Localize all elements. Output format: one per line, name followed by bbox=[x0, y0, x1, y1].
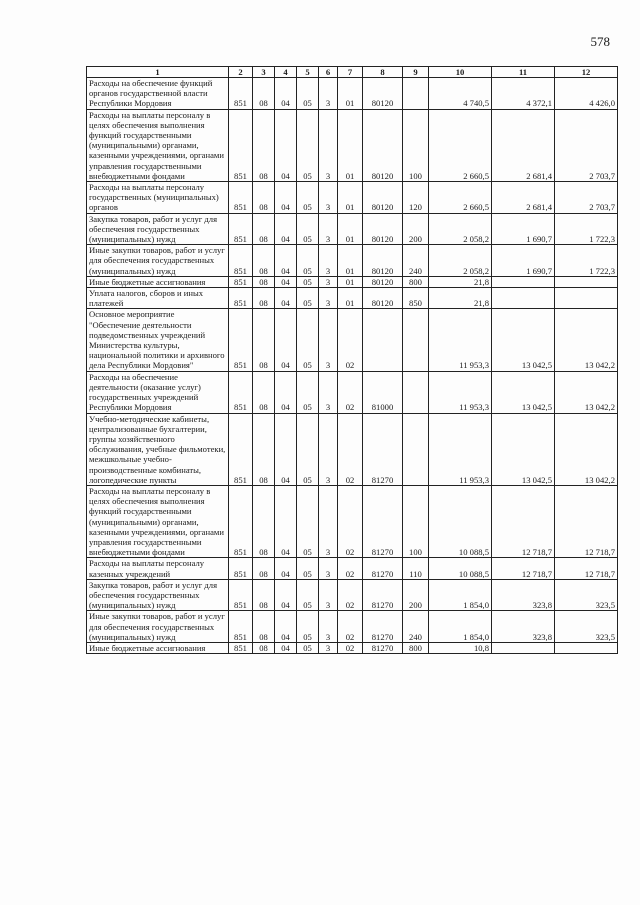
direction-code-cell: 80120 bbox=[363, 288, 403, 309]
column-header-10: 10 bbox=[429, 67, 492, 78]
activity-code-cell: 01 bbox=[338, 213, 363, 245]
column-header-12: 12 bbox=[555, 67, 618, 78]
program-code-cell: 05 bbox=[297, 109, 319, 181]
subprogram-code-cell: 3 bbox=[319, 309, 338, 371]
column-header-3: 3 bbox=[253, 67, 275, 78]
row-name-cell: Расходы на выплаты персоналу в целях обеспечения выполнения функций государственными (муниципальными) органами, казенными учреждениями, органами управления государственными внебюджетными фондами bbox=[87, 485, 229, 557]
program-code-cell: 05 bbox=[297, 288, 319, 309]
table-body bbox=[87, 78, 618, 654]
expense-type-code-cell: 240 bbox=[403, 611, 429, 643]
direction-code-cell: 80120 bbox=[363, 109, 403, 181]
activity-code-cell: 01 bbox=[338, 245, 363, 277]
section-code-cell: 08 bbox=[253, 213, 275, 245]
admin-code-cell: 851 bbox=[229, 558, 253, 579]
table-row bbox=[87, 485, 618, 557]
row-name-cell: Иные закупки товаров, работ и услуг для обеспечения государственных (муниципальных) нужд bbox=[87, 611, 229, 643]
amount-year-1-cell: 1 854,0 bbox=[429, 579, 492, 611]
row-name-cell: Закупка товаров, работ и услуг для обеспечения государственных (муниципальных) нужд bbox=[87, 213, 229, 245]
section-code-cell: 08 bbox=[253, 78, 275, 110]
amount-year-2-cell: 1 690,7 bbox=[492, 213, 555, 245]
activity-code-cell: 02 bbox=[338, 309, 363, 371]
expense-type-code-cell bbox=[403, 309, 429, 371]
subsection-code-cell: 04 bbox=[275, 213, 297, 245]
column-header-11: 11 bbox=[492, 67, 555, 78]
program-code-cell: 05 bbox=[297, 371, 319, 413]
subsection-code-cell: 04 bbox=[275, 642, 297, 653]
subprogram-code-cell: 3 bbox=[319, 245, 338, 277]
activity-code-cell: 02 bbox=[338, 485, 363, 557]
table-row bbox=[87, 109, 618, 181]
direction-code-cell: 81270 bbox=[363, 579, 403, 611]
amount-year-1-cell: 10 088,5 bbox=[429, 485, 492, 557]
subsection-code-cell: 04 bbox=[275, 413, 297, 485]
program-code-cell: 05 bbox=[297, 642, 319, 653]
expense-type-code-cell: 120 bbox=[403, 182, 429, 214]
table-row bbox=[87, 611, 618, 643]
table-row bbox=[87, 78, 618, 110]
amount-year-1-cell: 2 660,5 bbox=[429, 182, 492, 214]
admin-code-cell: 851 bbox=[229, 288, 253, 309]
row-name-cell: Расходы на обеспечение деятельности (оказание услуг) государственных учреждений Республики Мордовия bbox=[87, 371, 229, 413]
column-header-9: 9 bbox=[403, 67, 429, 78]
expense-type-code-cell: 800 bbox=[403, 276, 429, 287]
section-code-cell: 08 bbox=[253, 288, 275, 309]
subsection-code-cell: 04 bbox=[275, 485, 297, 557]
section-code-cell: 08 bbox=[253, 579, 275, 611]
amount-year-2-cell: 4 372,1 bbox=[492, 78, 555, 110]
direction-code-cell: 80120 bbox=[363, 245, 403, 277]
expense-type-code-cell: 850 bbox=[403, 288, 429, 309]
program-code-cell: 05 bbox=[297, 78, 319, 110]
direction-code-cell: 81270 bbox=[363, 642, 403, 653]
amount-year-2-cell bbox=[492, 288, 555, 309]
expense-type-code-cell: 240 bbox=[403, 245, 429, 277]
admin-code-cell: 851 bbox=[229, 182, 253, 214]
amount-year-1-cell: 21,8 bbox=[429, 276, 492, 287]
section-code-cell: 08 bbox=[253, 558, 275, 579]
section-code-cell: 08 bbox=[253, 245, 275, 277]
amount-year-3-cell: 2 703,7 bbox=[555, 109, 618, 181]
activity-code-cell: 01 bbox=[338, 276, 363, 287]
table-row bbox=[87, 309, 618, 371]
column-header-4: 4 bbox=[275, 67, 297, 78]
amount-year-2-cell: 2 681,4 bbox=[492, 109, 555, 181]
row-name-cell: Расходы на выплаты персоналу в целях обеспечения выполнения функций государственными (муниципальными) органами, казенными учреждениями, органами управления государственными внебюджетными фондами bbox=[87, 109, 229, 181]
expense-type-code-cell: 200 bbox=[403, 213, 429, 245]
table-row bbox=[87, 213, 618, 245]
row-name-cell: Учебно-методические кабинеты, централизованные бухгалтерии, группы хозяйственного обслуживания, учебные фильмотеки, межшкольные учебно-производственные комбинаты, логопедические пункты bbox=[87, 413, 229, 485]
admin-code-cell: 851 bbox=[229, 309, 253, 371]
row-name-cell: Иные бюджетные ассигнования bbox=[87, 642, 229, 653]
amount-year-3-cell: 13 042,2 bbox=[555, 371, 618, 413]
column-header-8: 8 bbox=[363, 67, 403, 78]
amount-year-2-cell: 12 718,7 bbox=[492, 485, 555, 557]
amount-year-1-cell: 2 058,2 bbox=[429, 245, 492, 277]
section-code-cell: 08 bbox=[253, 485, 275, 557]
table-header-row bbox=[87, 67, 618, 78]
program-code-cell: 05 bbox=[297, 182, 319, 214]
amount-year-2-cell: 1 690,7 bbox=[492, 245, 555, 277]
budget-table bbox=[86, 66, 618, 654]
expense-type-code-cell bbox=[403, 78, 429, 110]
activity-code-cell: 01 bbox=[338, 78, 363, 110]
amount-year-3-cell: 1 722,3 bbox=[555, 213, 618, 245]
section-code-cell: 08 bbox=[253, 276, 275, 287]
subsection-code-cell: 04 bbox=[275, 78, 297, 110]
table-row bbox=[87, 413, 618, 485]
amount-year-3-cell bbox=[555, 642, 618, 653]
amount-year-1-cell: 2 058,2 bbox=[429, 213, 492, 245]
admin-code-cell: 851 bbox=[229, 611, 253, 643]
activity-code-cell: 01 bbox=[338, 182, 363, 214]
subprogram-code-cell: 3 bbox=[319, 288, 338, 309]
amount-year-3-cell: 323,5 bbox=[555, 579, 618, 611]
column-header-1: 1 bbox=[87, 67, 229, 78]
subprogram-code-cell: 3 bbox=[319, 558, 338, 579]
program-code-cell: 05 bbox=[297, 245, 319, 277]
program-code-cell: 05 bbox=[297, 309, 319, 371]
section-code-cell: 08 bbox=[253, 309, 275, 371]
activity-code-cell: 01 bbox=[338, 288, 363, 309]
direction-code-cell bbox=[363, 309, 403, 371]
subsection-code-cell: 04 bbox=[275, 579, 297, 611]
section-code-cell: 08 bbox=[253, 109, 275, 181]
row-name-cell: Расходы на выплаты персоналу казенных учреждений bbox=[87, 558, 229, 579]
table-row bbox=[87, 288, 618, 309]
admin-code-cell: 851 bbox=[229, 78, 253, 110]
program-code-cell: 05 bbox=[297, 611, 319, 643]
amount-year-2-cell: 2 681,4 bbox=[492, 182, 555, 214]
direction-code-cell: 81270 bbox=[363, 413, 403, 485]
activity-code-cell: 02 bbox=[338, 611, 363, 643]
admin-code-cell: 851 bbox=[229, 109, 253, 181]
activity-code-cell: 02 bbox=[338, 558, 363, 579]
program-code-cell: 05 bbox=[297, 579, 319, 611]
expense-type-code-cell: 800 bbox=[403, 642, 429, 653]
amount-year-2-cell bbox=[492, 642, 555, 653]
amount-year-1-cell: 21,8 bbox=[429, 288, 492, 309]
subsection-code-cell: 04 bbox=[275, 109, 297, 181]
subprogram-code-cell: 3 bbox=[319, 78, 338, 110]
amount-year-1-cell: 11 953,3 bbox=[429, 309, 492, 371]
expense-type-code-cell: 200 bbox=[403, 579, 429, 611]
table-row bbox=[87, 642, 618, 653]
subprogram-code-cell: 3 bbox=[319, 109, 338, 181]
program-code-cell: 05 bbox=[297, 558, 319, 579]
section-code-cell: 08 bbox=[253, 611, 275, 643]
table-row bbox=[87, 579, 618, 611]
expense-type-code-cell: 100 bbox=[403, 109, 429, 181]
table-row bbox=[87, 276, 618, 287]
expense-type-code-cell bbox=[403, 371, 429, 413]
table-row bbox=[87, 371, 618, 413]
subprogram-code-cell: 3 bbox=[319, 276, 338, 287]
subprogram-code-cell: 3 bbox=[319, 485, 338, 557]
amount-year-3-cell: 13 042,2 bbox=[555, 309, 618, 371]
amount-year-1-cell: 11 953,3 bbox=[429, 413, 492, 485]
amount-year-3-cell: 13 042,2 bbox=[555, 413, 618, 485]
admin-code-cell: 851 bbox=[229, 485, 253, 557]
amount-year-3-cell: 1 722,3 bbox=[555, 245, 618, 277]
expense-type-code-cell bbox=[403, 413, 429, 485]
amount-year-3-cell: 4 426,0 bbox=[555, 78, 618, 110]
direction-code-cell: 81270 bbox=[363, 611, 403, 643]
admin-code-cell: 851 bbox=[229, 413, 253, 485]
row-name-cell: Иные бюджетные ассигнования bbox=[87, 276, 229, 287]
row-name-cell: Расходы на выплаты персоналу государственных (муниципальных) органов bbox=[87, 182, 229, 214]
amount-year-2-cell: 323,8 bbox=[492, 611, 555, 643]
row-name-cell: Иные закупки товаров, работ и услуг для обеспечения государственных (муниципальных) нужд bbox=[87, 245, 229, 277]
direction-code-cell: 80120 bbox=[363, 182, 403, 214]
table-row bbox=[87, 182, 618, 214]
subsection-code-cell: 04 bbox=[275, 245, 297, 277]
admin-code-cell: 851 bbox=[229, 213, 253, 245]
direction-code-cell: 80120 bbox=[363, 78, 403, 110]
table-row bbox=[87, 558, 618, 579]
section-code-cell: 08 bbox=[253, 642, 275, 653]
row-name-cell: Основное мероприятие "Обеспечение деятельности подведомственных учреждений Министерства культуры, национальной политики и архивного дела Республики Мордовия" bbox=[87, 309, 229, 371]
program-code-cell: 05 bbox=[297, 485, 319, 557]
direction-code-cell: 80120 bbox=[363, 276, 403, 287]
row-name-cell: Уплата налогов, сборов и иных платежей bbox=[87, 288, 229, 309]
subsection-code-cell: 04 bbox=[275, 288, 297, 309]
amount-year-1-cell: 11 953,3 bbox=[429, 371, 492, 413]
admin-code-cell: 851 bbox=[229, 245, 253, 277]
program-code-cell: 05 bbox=[297, 213, 319, 245]
page-number: 578 bbox=[590, 34, 610, 49]
subsection-code-cell: 04 bbox=[275, 309, 297, 371]
amount-year-3-cell: 12 718,7 bbox=[555, 485, 618, 557]
expense-type-code-cell: 100 bbox=[403, 485, 429, 557]
subsection-code-cell: 04 bbox=[275, 371, 297, 413]
subprogram-code-cell: 3 bbox=[319, 213, 338, 245]
subsection-code-cell: 04 bbox=[275, 182, 297, 214]
amount-year-3-cell: 12 718,7 bbox=[555, 558, 618, 579]
amount-year-3-cell bbox=[555, 288, 618, 309]
table-row bbox=[87, 245, 618, 277]
amount-year-1-cell: 10 088,5 bbox=[429, 558, 492, 579]
column-header-7: 7 bbox=[338, 67, 363, 78]
section-code-cell: 08 bbox=[253, 182, 275, 214]
amount-year-1-cell: 4 740,5 bbox=[429, 78, 492, 110]
expense-type-code-cell: 110 bbox=[403, 558, 429, 579]
amount-year-2-cell: 323,8 bbox=[492, 579, 555, 611]
column-header-5: 5 bbox=[297, 67, 319, 78]
admin-code-cell: 851 bbox=[229, 642, 253, 653]
amount-year-3-cell: 323,5 bbox=[555, 611, 618, 643]
subprogram-code-cell: 3 bbox=[319, 413, 338, 485]
amount-year-2-cell bbox=[492, 276, 555, 287]
activity-code-cell: 02 bbox=[338, 579, 363, 611]
amount-year-1-cell: 1 854,0 bbox=[429, 611, 492, 643]
row-name-cell: Расходы на обеспечение функций органов государственной власти Республики Мордовия bbox=[87, 78, 229, 110]
subprogram-code-cell: 3 bbox=[319, 579, 338, 611]
amount-year-3-cell bbox=[555, 276, 618, 287]
amount-year-2-cell: 13 042,5 bbox=[492, 309, 555, 371]
activity-code-cell: 02 bbox=[338, 371, 363, 413]
row-name-cell: Закупка товаров, работ и услуг для обеспечения государственных (муниципальных) нужд bbox=[87, 579, 229, 611]
amount-year-1-cell: 2 660,5 bbox=[429, 109, 492, 181]
amount-year-2-cell: 13 042,5 bbox=[492, 413, 555, 485]
subprogram-code-cell: 3 bbox=[319, 611, 338, 643]
admin-code-cell: 851 bbox=[229, 276, 253, 287]
amount-year-3-cell: 2 703,7 bbox=[555, 182, 618, 214]
direction-code-cell: 80120 bbox=[363, 213, 403, 245]
section-code-cell: 08 bbox=[253, 413, 275, 485]
subprogram-code-cell: 3 bbox=[319, 371, 338, 413]
direction-code-cell: 81000 bbox=[363, 371, 403, 413]
amount-year-2-cell: 12 718,7 bbox=[492, 558, 555, 579]
section-code-cell: 08 bbox=[253, 371, 275, 413]
admin-code-cell: 851 bbox=[229, 371, 253, 413]
subsection-code-cell: 04 bbox=[275, 558, 297, 579]
subprogram-code-cell: 3 bbox=[319, 182, 338, 214]
admin-code-cell: 851 bbox=[229, 579, 253, 611]
activity-code-cell: 01 bbox=[338, 109, 363, 181]
program-code-cell: 05 bbox=[297, 276, 319, 287]
column-header-2: 2 bbox=[229, 67, 253, 78]
amount-year-2-cell: 13 042,5 bbox=[492, 371, 555, 413]
subsection-code-cell: 04 bbox=[275, 611, 297, 643]
direction-code-cell: 81270 bbox=[363, 485, 403, 557]
subsection-code-cell: 04 bbox=[275, 276, 297, 287]
amount-year-1-cell: 10,8 bbox=[429, 642, 492, 653]
activity-code-cell: 02 bbox=[338, 642, 363, 653]
subprogram-code-cell: 3 bbox=[319, 642, 338, 653]
program-code-cell: 05 bbox=[297, 413, 319, 485]
direction-code-cell: 81270 bbox=[363, 558, 403, 579]
activity-code-cell: 02 bbox=[338, 413, 363, 485]
column-header-6: 6 bbox=[319, 67, 338, 78]
